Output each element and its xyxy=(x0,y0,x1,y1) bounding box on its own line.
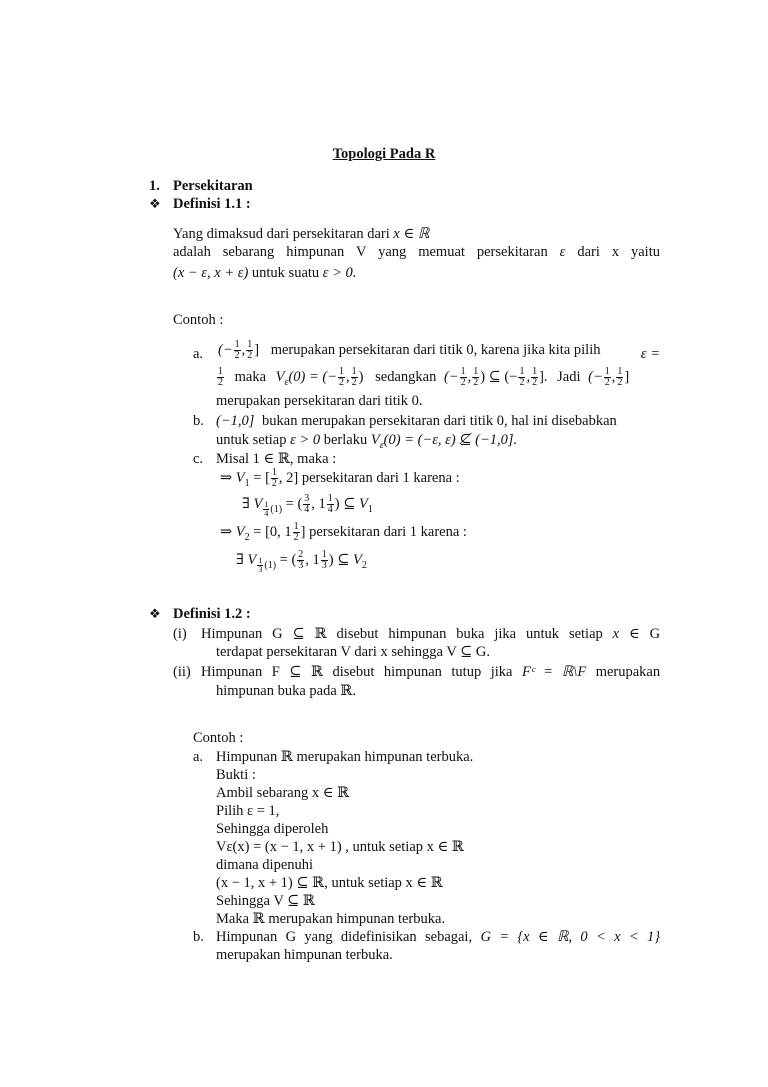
word: ⊆ xyxy=(289,664,302,680)
fraction: $\frac{1}{2}$ xyxy=(351,366,357,388)
fraction: $\frac{1}{2}$ xyxy=(293,521,299,543)
word: Himpunan xyxy=(201,664,263,680)
word: jika xyxy=(490,664,513,680)
definition-text-line xyxy=(173,265,356,282)
word: G xyxy=(285,929,297,945)
proof-line: Sehingga V ⊆ ℝ xyxy=(216,893,315,909)
word: tutup xyxy=(451,664,482,680)
fraction: $\frac{1}{2}$ xyxy=(532,366,538,388)
math-expression: ε > 0 xyxy=(290,432,321,448)
list-item-text: persekitaran dari 1 karena : xyxy=(301,469,460,486)
definition-text-line: himpunan buka pada ℝ. xyxy=(216,683,357,699)
math-expression: (−1,0] xyxy=(216,413,255,429)
example-heading: Contoh : xyxy=(173,312,224,328)
word: ε xyxy=(559,244,566,260)
word: sebagai, xyxy=(424,929,473,945)
math-line: ∃ V $_{\frac{1}{3} (1)}$ = ( $\frac{2}{3}$ , 1 $\frac{1}{3}$ ) ⊆ $V_2$ xyxy=(236,549,367,575)
list-item-text: maka xyxy=(234,368,267,385)
list-marker: b. xyxy=(193,413,204,429)
word: himpunan xyxy=(383,664,442,680)
word: Fᶜ xyxy=(521,664,535,680)
definition-text: Yang dimaksud dari persekitaran dari xyxy=(173,226,390,242)
proof-line: Vε(x) = (x − 1, x + 1) , untuk setiap x ∈ ℝ xyxy=(216,839,464,855)
list-marker: (i) xyxy=(173,626,187,642)
proof-heading: Bukti : xyxy=(216,767,256,783)
word: Himpunan xyxy=(201,626,263,642)
word: memuat xyxy=(418,244,465,260)
word: V xyxy=(355,244,367,260)
word: x xyxy=(611,244,620,260)
definition-text-line xyxy=(173,226,429,243)
fraction: $\frac{1}{2}$ xyxy=(604,366,610,388)
word: adalah xyxy=(173,244,211,260)
list-marker: (ii) xyxy=(173,664,191,680)
list-item-line: merupakan persekitaran dari titik 0. xyxy=(216,393,423,409)
word: dari xyxy=(577,244,600,260)
word: persekitaran xyxy=(476,244,548,260)
fraction: $\frac{1}{4}$ xyxy=(264,500,269,519)
word: G xyxy=(272,626,283,642)
list-item-text: berlaku xyxy=(323,432,368,448)
fraction: $\frac{1}{2}$ xyxy=(218,366,223,388)
word: yang xyxy=(378,244,407,260)
example-heading: Contoh : xyxy=(193,730,244,746)
math-expression: ε > 0. xyxy=(322,265,357,281)
word: ℝ xyxy=(314,626,327,642)
list-item-text: Jadi xyxy=(557,368,581,385)
word: setiap xyxy=(568,626,603,642)
word: buka xyxy=(456,626,485,642)
list-item-text: untuk setiap xyxy=(216,432,287,448)
word: sebarang xyxy=(222,244,275,260)
fraction: $\frac{1}{2}$ xyxy=(339,366,345,388)
word: ⊆ xyxy=(292,626,305,642)
word: disebut xyxy=(336,626,379,642)
section-heading: Persekitaran xyxy=(173,178,253,194)
word: jika xyxy=(494,626,517,642)
list-item-text: sedangkan xyxy=(375,368,437,385)
math-expression: x ∈ ℝ xyxy=(393,226,430,242)
fraction: $\frac{1}{2}$ xyxy=(519,366,525,388)
list-marker: c. xyxy=(193,451,204,467)
fraction: $\frac{1}{2}$ xyxy=(234,339,240,361)
list-item-line xyxy=(216,413,617,430)
math-line: ⇒ $V_2 = [0$, 1 $\frac{1}{2}$ ] persekitaran dari 1 karena : xyxy=(220,521,467,543)
word: himpunan xyxy=(286,244,345,260)
word: Himpunan xyxy=(216,929,278,945)
word: didefinisikan xyxy=(340,929,417,945)
definition-text-line xyxy=(173,244,660,261)
list-item-line: Misal 1 ∈ ℝ, maka : xyxy=(216,451,337,467)
definition-text-line: terdapat persekitaran V dari x sehingga V ⊆ G. xyxy=(216,644,491,660)
math-expression: (0) = (−ε, ε) ⊈ (−1,0]. xyxy=(383,432,518,448)
list-item-text: persekitaran dari 1 karena : xyxy=(309,523,467,540)
fraction: $\frac{1}{2}$ xyxy=(247,339,253,361)
list-item-line: untuk setiap ε > 0 berlaku $V_\varepsilon(0) = (-\varepsilon$, ε) ⊈ (−1,0]. xyxy=(216,432,518,451)
definition-heading: Definisi 1.2 : xyxy=(173,606,251,622)
list-item-line: $\frac{1}{2}$ maka $V_\varepsilon(0)$ = (− $\frac{1}{2}$ , $\frac{1}{2}$ ) sedangkan (− $\frac{1}{2}$ , $\frac{1}{2}$ ) ⊆ (− $\frac{1}{2}$ , $\frac{1}{2}$ ]. Jadi (− $\frac{1}{2}$ , $\frac{1}{2}$ ] xyxy=(218,366,630,388)
word: untuk xyxy=(526,626,560,642)
proof-line: Pilih ε = 1, xyxy=(216,803,280,819)
word: x xyxy=(612,626,620,642)
fraction: $\frac{2}{3}$ xyxy=(298,549,304,571)
word: yang xyxy=(304,929,333,945)
math-line: ∃ V $_{\frac{1}{4} (1)}$ = ( $\frac{3}{4}$ , 1 $\frac{1}{4}$ ) ⊆ $V_1$ xyxy=(242,493,373,519)
list-item-text: merupakan persekitaran dari titik 0, karena jika kita pilih xyxy=(270,341,601,358)
fraction: $\frac{1}{2}$ xyxy=(460,366,466,388)
list-item-text: bukan merupakan persekitaran dari titik 0, hal ini disebabkan xyxy=(262,413,617,429)
proof-line: Maka ℝ merupakan himpunan terbuka. xyxy=(216,911,446,927)
proof-line: Sehingga diperoleh xyxy=(216,821,329,837)
word: F xyxy=(271,664,280,680)
word: ℝ\F xyxy=(561,664,587,680)
list-item-line xyxy=(216,929,660,946)
proof-line: dimana dipenuhi xyxy=(216,857,314,873)
word: = xyxy=(544,664,553,680)
list-item-line: (− $\frac{1}{2}$ , $\frac{1}{2}$ ] merupakan persekitaran dari titik 0, karena jika kita pilih ε = xyxy=(218,339,660,362)
definition-heading: Definisi 1.1 : xyxy=(173,196,251,212)
fraction: $\frac{1}{2}$ xyxy=(473,366,479,388)
definition-text-line xyxy=(201,664,660,681)
fraction: $\frac{3}{4}$ xyxy=(304,493,310,515)
math-expression: (x − ε, x + ε) xyxy=(173,265,249,281)
fraction: $\frac{1}{4}$ xyxy=(327,493,333,515)
word: himpunan xyxy=(388,626,447,642)
proof-line: (x − 1, x + 1) ⊆ ℝ, untuk setiap x ∈ ℝ xyxy=(216,875,443,891)
diamond-bullet-icon: ❖ xyxy=(149,196,161,211)
word: G xyxy=(649,626,661,642)
list-item-line: Himpunan ℝ merupakan himpunan terbuka. xyxy=(216,749,474,765)
fraction: $\frac{1}{3}$ xyxy=(321,549,327,571)
word: yaitu xyxy=(631,244,660,260)
list-item-line: merupakan himpunan terbuka. xyxy=(216,947,393,963)
page-title: Topologi Pada R xyxy=(332,146,436,162)
definition-text-line xyxy=(201,626,660,643)
proof-line: Ambil sebarang x ∈ ℝ xyxy=(216,785,350,801)
list-marker: a. xyxy=(193,346,204,362)
fraction: $\frac{1}{3}$ xyxy=(258,556,263,575)
math-expression: V xyxy=(370,432,380,448)
list-marker: a. xyxy=(193,749,204,765)
math-expression: ε = xyxy=(640,346,660,362)
list-marker: b. xyxy=(193,929,204,945)
section-number: 1. xyxy=(149,178,160,194)
math-expression: G = {x ∈ ℝ, 0 < x < 1} xyxy=(480,929,661,945)
math-line: ⇒ $V_1$ = [ $\frac{1}{2}$ , 2] persekitaran dari 1 karena : xyxy=(220,467,460,489)
fraction: $\frac{1}{2}$ xyxy=(617,366,623,388)
definition-text: untuk suatu xyxy=(251,265,320,281)
fraction: $\frac{1}{2}$ xyxy=(271,467,277,489)
word: ∈ xyxy=(629,626,640,642)
word: merupakan xyxy=(595,664,661,680)
word: disebut xyxy=(332,664,375,680)
diamond-bullet-icon: ❖ xyxy=(149,606,161,621)
word: ℝ xyxy=(310,664,324,680)
